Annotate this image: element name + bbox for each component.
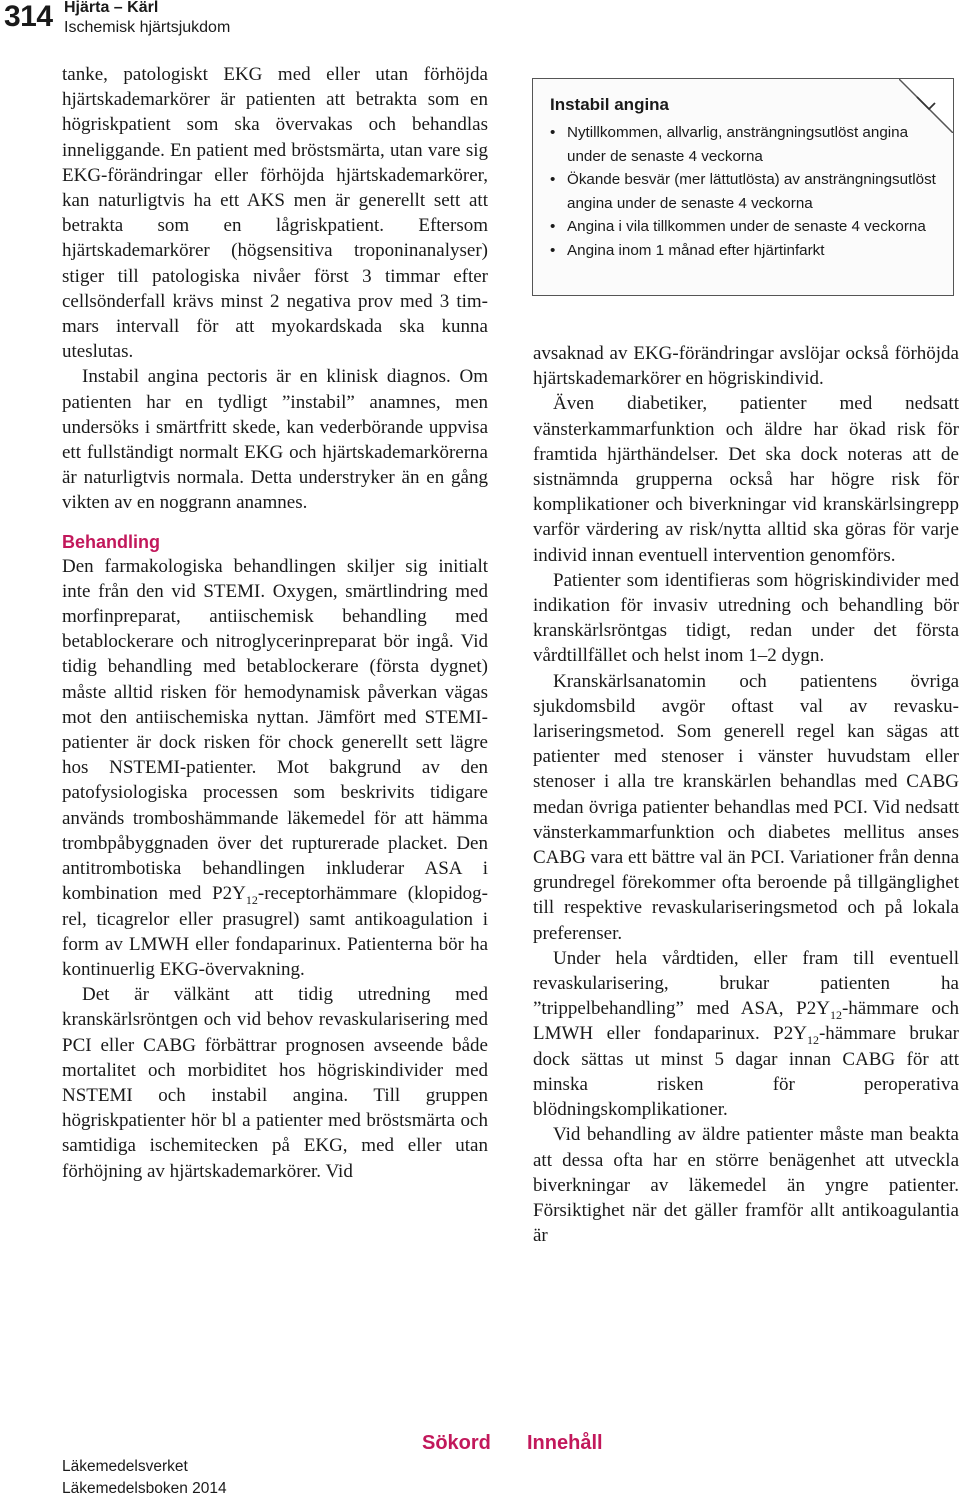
publisher-info	[62, 1456, 227, 1500]
innehall-link[interactable]: Innehåll	[527, 1432, 603, 1454]
chapter-title: Ischemisk hjärtsjukdom	[64, 19, 231, 36]
body-paragraph: Instabil angina pectoris är en klinisk diagnos. Om patienten har en tydligt ”instabil” anamnes, men undersöks i smärtfritt skede, kan vederbörande uppvisa ett fullständigt normalt EKG och hjärtskademarkörerna är naturligtvis normala. Detta understryker än en gång vikten av en noggrann anamnes.	[62, 366, 488, 514]
sokord-link[interactable]: Sökord	[422, 1432, 491, 1454]
factbox-list	[550, 121, 937, 262]
factbox-instabil-angina	[532, 78, 954, 296]
page-number: 314	[4, 0, 53, 33]
bullet-icon: •	[550, 241, 556, 259]
body-paragraph: Under hela vårdtiden, eller fram till eventuell revaskularisering, brukar patienten ha ”trippelbehandling” med ASA, $P2Y_{12}$-hämmare och LMWH eller fondaparinux. $P2Y_{12}$-hämmare brukar dock sättas ut minst 5 dagar innan CABG för att minska risken för peroperativa blödningskomplikationer.	[533, 947, 959, 1121]
list-item: • Angina i vila tillkommen under de senaste 4 veckorna	[550, 215, 937, 239]
body-paragraph: Kranskärlsanatomin och patientens övriga sjukdomsbild avgör oftast val av revaskulariseringsmetod. Som generell regel kan sägas att patienter med stenoser i vänster huvudstam eller stenoser i alla tre kranskärlen behandlas med CABG medan övriga patienter behandlas med PCI. Vid nedsatt vänsterkammarfunktion och diabetes mellitus anses CABG vara ett bättre val än PCI. Variationer från denna grundregel förekommer ofta beroende på tillgänglighet till respektive revaskulariseringsmetod och på lokala preferenser.	[533, 670, 959, 944]
right-column	[533, 341, 959, 1248]
page-header	[0, 0, 960, 46]
publisher-name: Läkemedelsverket	[62, 1458, 188, 1475]
list-item: • Nytillkommen, allvarlig, ansträngningsutlöst angina under de senaste 4 veckorna	[550, 121, 937, 168]
body-paragraph: Patienter som identifieras som högriskindivider med indikation för invasiv utredning och behandling bör kranskärlsröntgas tidigt, redan under det första vårdtillfället och helst inom 1–2 dygn.	[533, 569, 959, 667]
bullet-icon: •	[550, 218, 556, 235]
list-item: • Ökande besvär (mer lättutlösta) av ansträngningsutlöst angina under de senaste 4 veckorna	[550, 168, 937, 215]
body-paragraph: avsaknad av EKG-förändringar avslöjar också förhöjda hjärtskademarkörer en högriskindivid.	[533, 343, 959, 390]
bullet-icon: •	[550, 124, 556, 141]
factbox-title: Instabil angina	[550, 95, 670, 114]
book-title: Läkemedelsboken 2014	[62, 1480, 227, 1497]
section-heading-behandling: Behandling	[62, 531, 160, 552]
body-paragraph: Vid behandling av äldre patienter måste man beakta att dessa ofta har en större benägenhet att utveckla biverkningar av läkemedel än yngre patienter. Försiktighet när det gäller framför allt antikoagulantia är	[533, 1124, 959, 1247]
section-title: Hjärta – Kärl	[64, 0, 159, 16]
body-paragraph: tanke, patologiskt EKG med eller utan förhöjda hjärtskademarkörer är patienten att betrakta som en högriskpatient som ska övervakas och behandlas inneliggande. En patient med bröstsmärta, utan vare sig EKG-förändringar eller förhöjda hjärtskademarkörer, kan naturligtvis ha ett AKS men är generellt sett att betrakta som en lågriskpatient. Eftersom hjärtskademarkörer (högsensitiva troponinanalyser) stiger till patologiska nivåer först 3 timmar efter cellsönderfall krävs minst 2 negativa prov med 3 timmars intervall för att myokardskada ska kunna uteslutas.	[62, 64, 488, 363]
list-item: • Angina inom 1 månad efter hjärtinfarkt	[550, 239, 937, 263]
body-paragraph: Den farmakologiska behandlingen skiljer sig initialt inte från den vid STEMI. Oxygen, smärtlindring med morfinpreparat, antiischemisk behandling med betablockerare och nitroglycerinpreparat bör ingå. Vid tidig behandling med betablockerare (första dygnet) måste alltid risken för hemodynamisk påverkan vägas mot den antiischemiska nyttan. Jämfört med STEMI-patienter är dock risken för chock generellt sett lägre hos NSTEMI-patienter. Mot bakgrund av den patofysiologiska processen som beskrivits tidigare används tromboshämmande läkemedel för att hämma trombpåbyggnaden över det rupturerade placket. Den antitrombotiska behandlingen inkluderar ASA i kombination med $P2Y_{12}$-receptorhämmare (klopidogrel, ticagrelor eller prasugrel) samt antikoagulation i form av LMWH eller fondaparinux. Patienterna bör ha kontinuerlig EKG-övervakning.	[62, 555, 488, 980]
bullet-icon: •	[550, 171, 556, 188]
left-column	[62, 62, 488, 1184]
body-paragraph: Det är välkänt att tidig utredning med kranskärlsröntgen och vid behov revaskularisering med PCI eller CABG förbättrar prognosen avseende både mortalitet och morbiditet hos högriskindivider med NSTEMI och instabil angina. Till gruppen högriskpatienter hör bl a patienter med bröstsmärta och samtidiga ischemitecken på EKG, med eller utan förhöjning av hjärtskademarkörer. Vid	[62, 984, 488, 1182]
body-paragraph: Även diabetiker, patienter med nedsatt vänsterkammarfunktion och äldre har ökad risk för framtida hjärthändelser. Det ska dock noteras att de sistnämnda grupperna också har högre risk för komplikationer och biverkningar vid kranskärlsingrepp varför värdering av risk/nytta alltid ska göras för varje individ innan eventuell intervention genomförs.	[533, 393, 959, 566]
